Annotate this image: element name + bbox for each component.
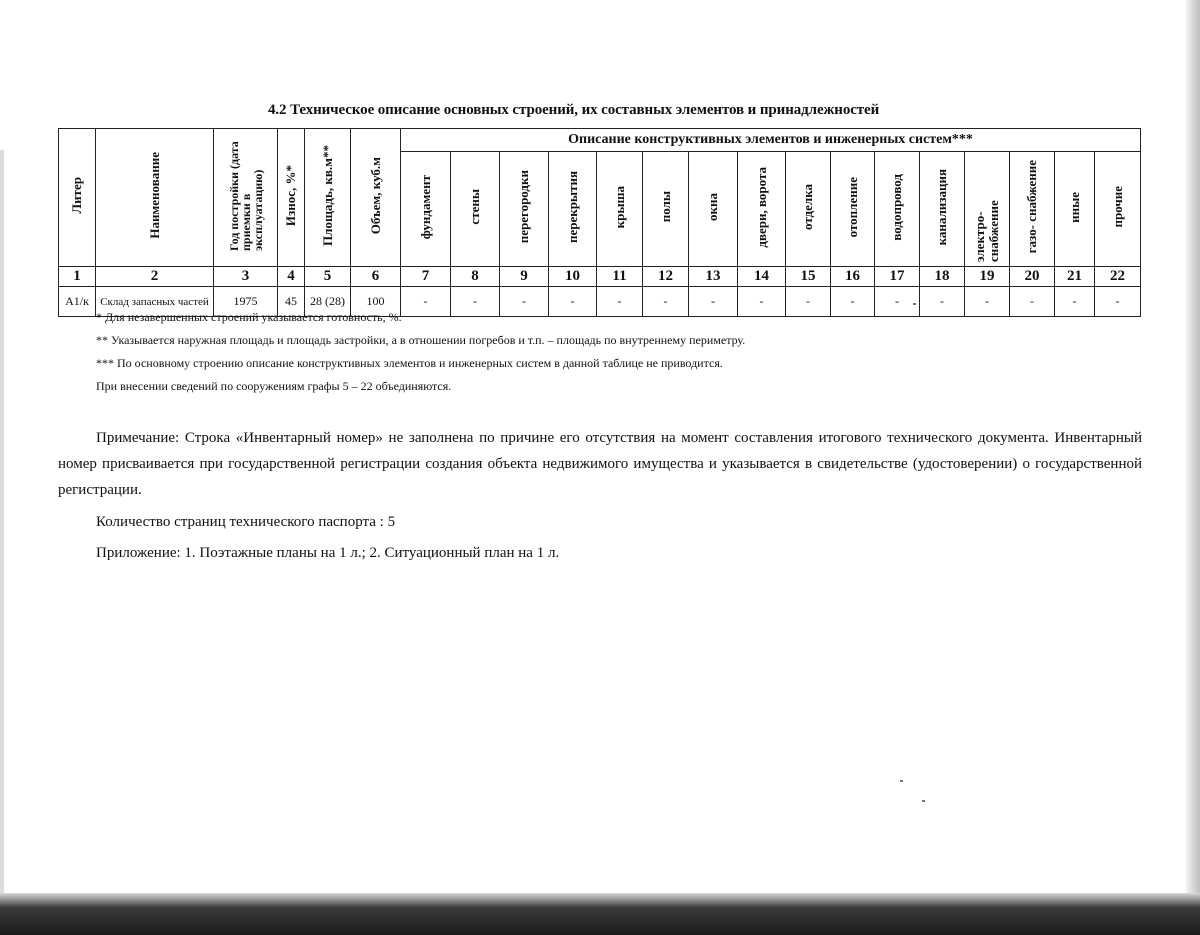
column-number-cell: 1 [59, 267, 96, 287]
col-header-heating: отопление [831, 152, 875, 267]
table-cell: 1975 [214, 287, 278, 317]
col-header-year: Год постройки (дата приемки в эксплуатацию) [214, 129, 278, 267]
column-number-cell: 10 [549, 267, 597, 287]
column-number-cell: 18 [920, 267, 965, 287]
column-number-row [59, 267, 1141, 287]
technical-description-table [58, 128, 1141, 317]
page-count: Количество страниц технического паспорта : 5 [96, 514, 396, 530]
column-number-cell: 17 [875, 267, 920, 287]
col-header-volume: Объем, куб.м [351, 129, 401, 267]
col-header-other: иные [1055, 152, 1095, 267]
scan-speck [900, 780, 903, 782]
column-number-cell: 19 [965, 267, 1010, 287]
table-cell: - [875, 287, 920, 317]
col-header-area: Площадь, кв.м** [305, 129, 351, 267]
table-cell: А1/к [59, 287, 96, 317]
col-header-liter: Литер [59, 129, 96, 267]
column-number-cell: 11 [597, 267, 643, 287]
col-header-walls: стены [451, 152, 500, 267]
table-cell: - [597, 287, 643, 317]
footnote-4: При внесении сведений по сооружениям графы 5 – 22 объединяются. [96, 379, 452, 393]
col-header-misc: прочие [1095, 152, 1141, 267]
table-cell: - [451, 287, 500, 317]
col-header-foundation: фундамент [401, 152, 451, 267]
col-header-sewage: канализация [920, 152, 965, 267]
footnote-2: ** Указывается наружная площадь и площадь застройки, а в отношении погребов и т.п. – площадь по внутреннему периметру. [96, 333, 746, 347]
group-header-elements: Описание конструктивных элементов и инженерных систем*** [401, 129, 1141, 152]
column-number-cell: 12 [643, 267, 689, 287]
footnotes [96, 306, 996, 398]
table-cell: - [1095, 287, 1141, 317]
col-header-partitions: перегородки [500, 152, 549, 267]
column-number-cell: 7 [401, 267, 451, 287]
table-cell: - [689, 287, 738, 317]
scan-speck [922, 800, 925, 802]
appendix: Приложение: 1. Поэтажные планы на 1 л.; 2. Ситуационный план на 1 л. [96, 545, 560, 561]
note-paragraph: Примечание: Строка «Инвентарный номер» не заполнена по причине его отсутствия на момент составления итогового технического документа. Инвентарный номер присваивается при государственной регистрации создания объекта недвижимого имущества и указывается в свидетельстве (удостоверении) о государственной регистрации. [58, 430, 1142, 498]
table-cell: - [643, 287, 689, 317]
column-number-cell: 4 [278, 267, 305, 287]
column-number-cell: 8 [451, 267, 500, 287]
col-header-floors-ceilings: перекрытия [549, 152, 597, 267]
col-header-doors: двери, ворота [738, 152, 786, 267]
scan-left-edge [0, 150, 4, 893]
column-number-cell: 14 [738, 267, 786, 287]
col-header-water: водопровод [875, 152, 920, 267]
table-cell: - [401, 287, 451, 317]
column-number-cell: 15 [786, 267, 831, 287]
col-header-electricity: электро- снабжение [965, 152, 1010, 267]
col-header-finishing: отделка [786, 152, 831, 267]
table-cell: Склад запасных частей [96, 287, 214, 317]
column-number-cell: 22 [1095, 267, 1141, 287]
table-cell: - [920, 287, 965, 317]
table-cell: - [786, 287, 831, 317]
table-cell: - [738, 287, 786, 317]
col-header-windows: окна [689, 152, 738, 267]
column-number-cell: 21 [1055, 267, 1095, 287]
scan-bottom-edge [0, 893, 1200, 935]
column-number-cell: 5 [305, 267, 351, 287]
table-cell: 100 [351, 287, 401, 317]
table-cell: 28 (28) [305, 287, 351, 317]
document-title: 4.2 Техническое описание основных строений, их составных элементов и принадлежностей [268, 102, 880, 118]
footnote-3: *** По основному строению описание конструктивных элементов и инженерных систем в данной таблице не приводится. [96, 356, 723, 370]
column-number-cell: 16 [831, 267, 875, 287]
table-cell: - [965, 287, 1010, 317]
column-number-cell: 6 [351, 267, 401, 287]
table-cell: - [549, 287, 597, 317]
column-number-cell: 2 [96, 267, 214, 287]
col-header-roof: крыша [597, 152, 643, 267]
table-cell: - [1055, 287, 1095, 317]
table-cell: - [1010, 287, 1055, 317]
col-header-gas: газо- снабжение [1010, 152, 1055, 267]
column-number-cell: 13 [689, 267, 738, 287]
col-header-floors: полы [643, 152, 689, 267]
scan-right-edge [1186, 0, 1200, 893]
col-header-wear: Износ, %* [278, 129, 305, 267]
table-cell: 45 [278, 287, 305, 317]
col-header-name: Наименование [96, 129, 214, 267]
column-number-cell: 20 [1010, 267, 1055, 287]
footnote-1: * Для незавершенных строений указывается готовность, %. [96, 310, 402, 324]
table-cell: - [831, 287, 875, 317]
table-cell: - [500, 287, 549, 317]
column-number-cell: 3 [214, 267, 278, 287]
column-number-cell: 9 [500, 267, 549, 287]
